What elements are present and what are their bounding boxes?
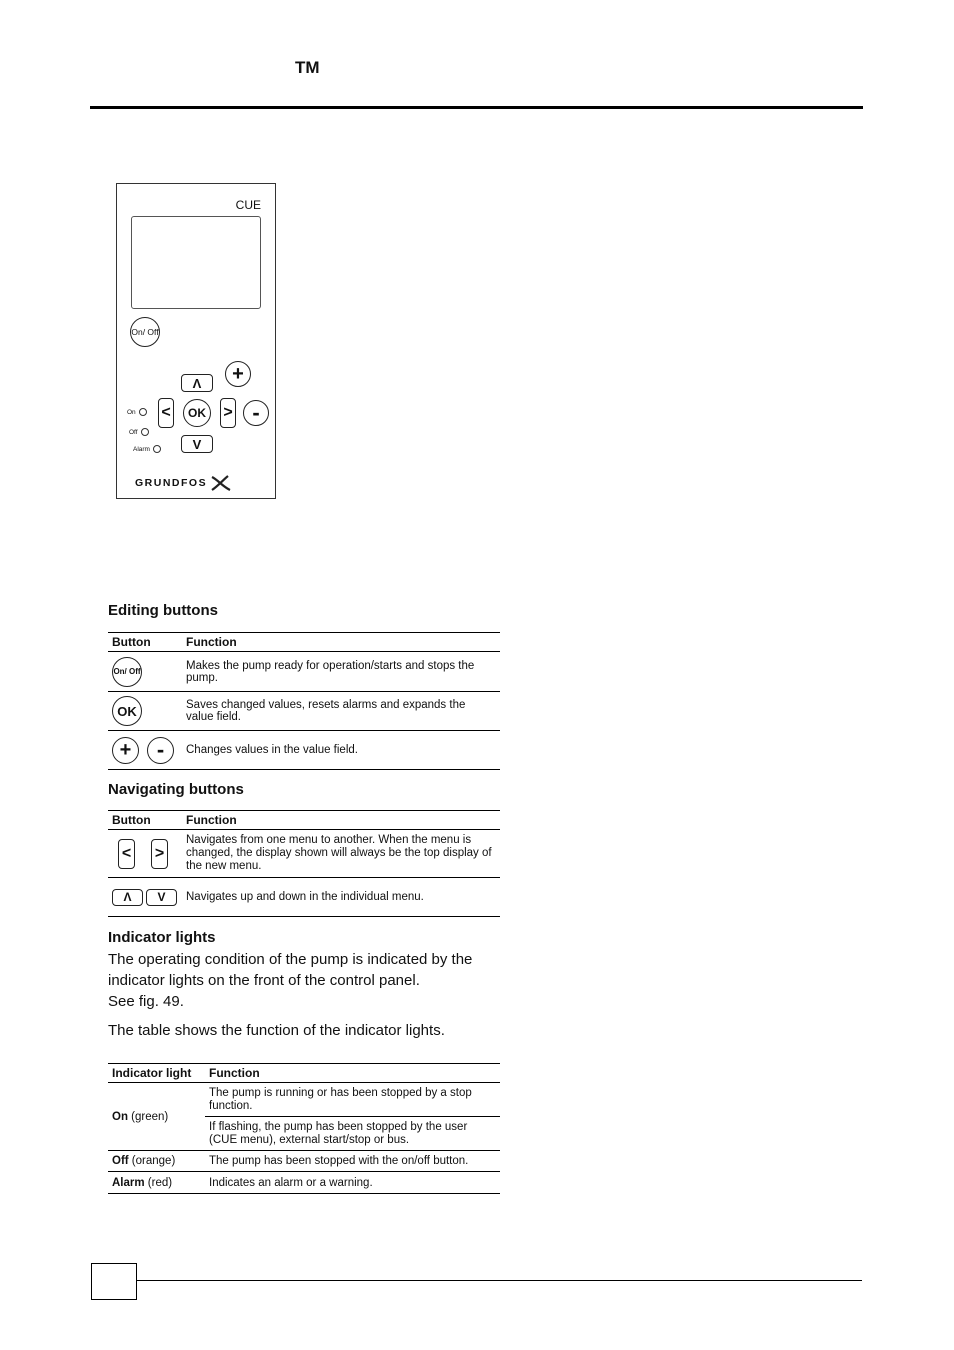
navigating-buttons-heading: Navigating buttons [108, 781, 244, 798]
left-arrow-icon: < [118, 839, 135, 869]
editing-buttons-heading: Editing buttons [108, 602, 218, 619]
plus-button[interactable] [225, 361, 251, 387]
grundfos-logo [135, 474, 232, 492]
led-off [129, 428, 149, 436]
light-color: (red) [144, 1176, 173, 1189]
table-header-row [108, 633, 500, 652]
light-name: Alarm [112, 1176, 145, 1189]
plus-icon: + [232, 362, 244, 385]
indicator-lights-heading: Indicator lights [108, 929, 216, 946]
button-cell [108, 731, 182, 770]
table-row [108, 830, 500, 878]
table-row [108, 731, 500, 770]
indicator-description-line: indicator lights on the front of the control panel. [108, 972, 420, 989]
col-button-header: Button [108, 633, 182, 652]
control-panel-figure [116, 183, 276, 499]
col-function-header: Function [182, 633, 500, 652]
col-light-header: Indicator light [108, 1064, 205, 1083]
up-arrow-button[interactable] [181, 374, 213, 392]
page-number-box [91, 1263, 137, 1300]
minus-icon: - [252, 400, 260, 425]
led-on-indicator-icon [139, 408, 147, 416]
minus-button[interactable] [243, 400, 269, 426]
table-row [108, 692, 500, 731]
left-arrow-button[interactable] [158, 398, 174, 428]
footer-rule [136, 1280, 862, 1281]
down-arrow-icon: V [146, 889, 177, 906]
function-cell: Makes the pump ready for operation/starts and stops the pump. [182, 652, 500, 692]
navigating-buttons-table [108, 810, 500, 917]
down-arrow-button[interactable] [181, 435, 213, 453]
indicator-lights-table [108, 1063, 500, 1194]
table-row [108, 1083, 500, 1117]
table-row [108, 878, 500, 917]
led-alarm-label: Alarm [133, 445, 150, 453]
led-off-label: Off [129, 428, 138, 436]
function-cell: Changes values in the value field. [182, 731, 500, 770]
button-cell [108, 652, 182, 692]
led-on [127, 408, 147, 416]
table-header-row [108, 1064, 500, 1083]
indicator-description [108, 949, 503, 1012]
on-off-label: On/ Off [131, 326, 159, 337]
header-rule [90, 106, 863, 109]
button-cell [108, 830, 182, 878]
function-cell: Navigates up and down in the individual menu. [182, 878, 500, 917]
function-cell: Navigates from one menu to another. When the menu is changed, the display shown will always be the top display of the new menu. [182, 830, 500, 878]
right-arrow-icon: > [151, 839, 168, 869]
indicator-description-line: See fig. 49. [108, 993, 184, 1010]
trademark-mark: TM [295, 58, 320, 77]
ok-label: OK [188, 406, 206, 420]
table-row [108, 1172, 500, 1194]
up-arrow-icon: Λ [112, 889, 143, 906]
up-arrow-icon: Λ [192, 375, 202, 391]
function-cell: Indicates an alarm or a warning. [205, 1172, 500, 1194]
grundfos-wordmark: GRUNDFOS [135, 477, 208, 489]
ok-icon: OK [112, 696, 142, 726]
on-off-button[interactable] [130, 317, 160, 347]
light-cell [108, 1172, 205, 1194]
function-cell: The pump is running or has been stopped by a stop function. [205, 1083, 500, 1117]
function-cell: If flashing, the pump has been stopped by the user (CUE menu), external start/stop or bus. [205, 1117, 500, 1151]
panel-display-screen [131, 216, 261, 309]
panel-cue-label: CUE [235, 198, 261, 212]
indicator-description-line: The operating condition of the pump is indicated by the [108, 951, 473, 968]
table-row [108, 652, 500, 692]
right-arrow-button[interactable] [220, 398, 236, 428]
table-row [108, 1151, 500, 1172]
light-color: (green) [127, 1110, 169, 1123]
ok-button[interactable] [183, 399, 211, 427]
plus-icon: + [112, 737, 139, 764]
indicator-table-intro: The table shows the function of the indicator lights. [108, 1022, 445, 1039]
left-arrow-icon: < [161, 404, 171, 421]
function-cell: The pump has been stopped with the on/off button. [205, 1151, 500, 1172]
led-off-indicator-icon [141, 428, 149, 436]
minus-icon: - [147, 737, 174, 764]
light-color: (orange) [128, 1155, 176, 1167]
editing-buttons-table [108, 632, 500, 770]
button-cell [108, 692, 182, 731]
light-cell [108, 1151, 205, 1172]
led-alarm [133, 445, 161, 453]
light-cell [108, 1083, 205, 1151]
down-arrow-icon: V [192, 436, 202, 452]
col-function-header: Function [205, 1064, 500, 1083]
led-on-label: On [127, 408, 136, 416]
led-alarm-indicator-icon [153, 445, 161, 453]
light-name: On [112, 1110, 128, 1123]
function-cell: Saves changed values, resets alarms and expands the value field. [182, 692, 500, 731]
grundfos-x-icon [210, 474, 232, 492]
light-name: Off [112, 1155, 129, 1167]
on-off-icon: On/ Off [112, 657, 142, 687]
button-cell [108, 878, 182, 917]
col-function-header: Function [182, 811, 500, 830]
right-arrow-icon: > [223, 404, 233, 421]
table-header-row [108, 811, 500, 830]
col-button-header: Button [108, 811, 182, 830]
